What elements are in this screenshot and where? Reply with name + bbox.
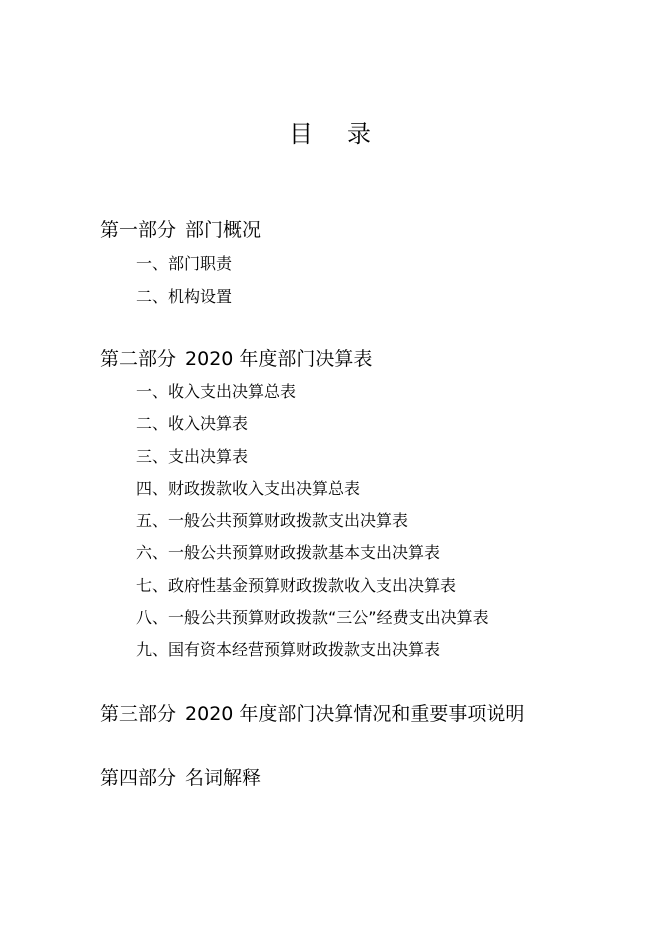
toc-part-title: 2020 年度部门决算表 bbox=[185, 348, 373, 370]
toc-part-title: 部门概况 bbox=[185, 219, 262, 241]
toc-part-title: 2020 年度部门决算情况和重要事项说明 bbox=[185, 703, 525, 725]
toc-item[interactable]: 三、支出决算表 bbox=[136, 447, 249, 466]
toc-item[interactable]: 二、收入决算表 bbox=[136, 414, 249, 433]
toc-part-3[interactable] bbox=[100, 699, 524, 726]
toc-part-title: 名词解释 bbox=[185, 767, 262, 789]
toc-part-4[interactable] bbox=[100, 763, 261, 790]
page-title bbox=[0, 114, 662, 149]
toc-item[interactable]: 一、部门职责 bbox=[136, 254, 233, 273]
toc-item[interactable]: 七、政府性基金预算财政拨款收入支出决算表 bbox=[136, 576, 457, 595]
toc-item[interactable]: 六、一般公共预算财政拨款基本支出决算表 bbox=[136, 543, 441, 562]
toc-item[interactable]: 一、收入支出决算总表 bbox=[136, 382, 297, 401]
toc-item[interactable]: 四、财政拨款收入支出决算总表 bbox=[136, 479, 361, 498]
toc-item[interactable]: 九、国有资本经营预算财政拨款支出决算表 bbox=[136, 640, 441, 659]
toc-part-number: 第二部分 bbox=[100, 348, 177, 370]
toc-part-2[interactable] bbox=[100, 344, 372, 371]
toc-part-number: 第三部分 bbox=[100, 703, 177, 725]
title-char-1: 目 bbox=[289, 120, 315, 148]
toc-part-number: 第四部分 bbox=[100, 767, 177, 789]
toc-item[interactable]: 八、一般公共预算财政拨款“三公”经费支出决算表 bbox=[136, 608, 489, 627]
toc-part-1[interactable] bbox=[100, 215, 261, 242]
toc-item[interactable]: 二、机构设置 bbox=[136, 287, 233, 306]
title-char-2: 录 bbox=[347, 120, 373, 148]
toc-part-number: 第一部分 bbox=[100, 219, 177, 241]
toc-item[interactable]: 五、一般公共预算财政拨款支出决算表 bbox=[136, 511, 409, 530]
